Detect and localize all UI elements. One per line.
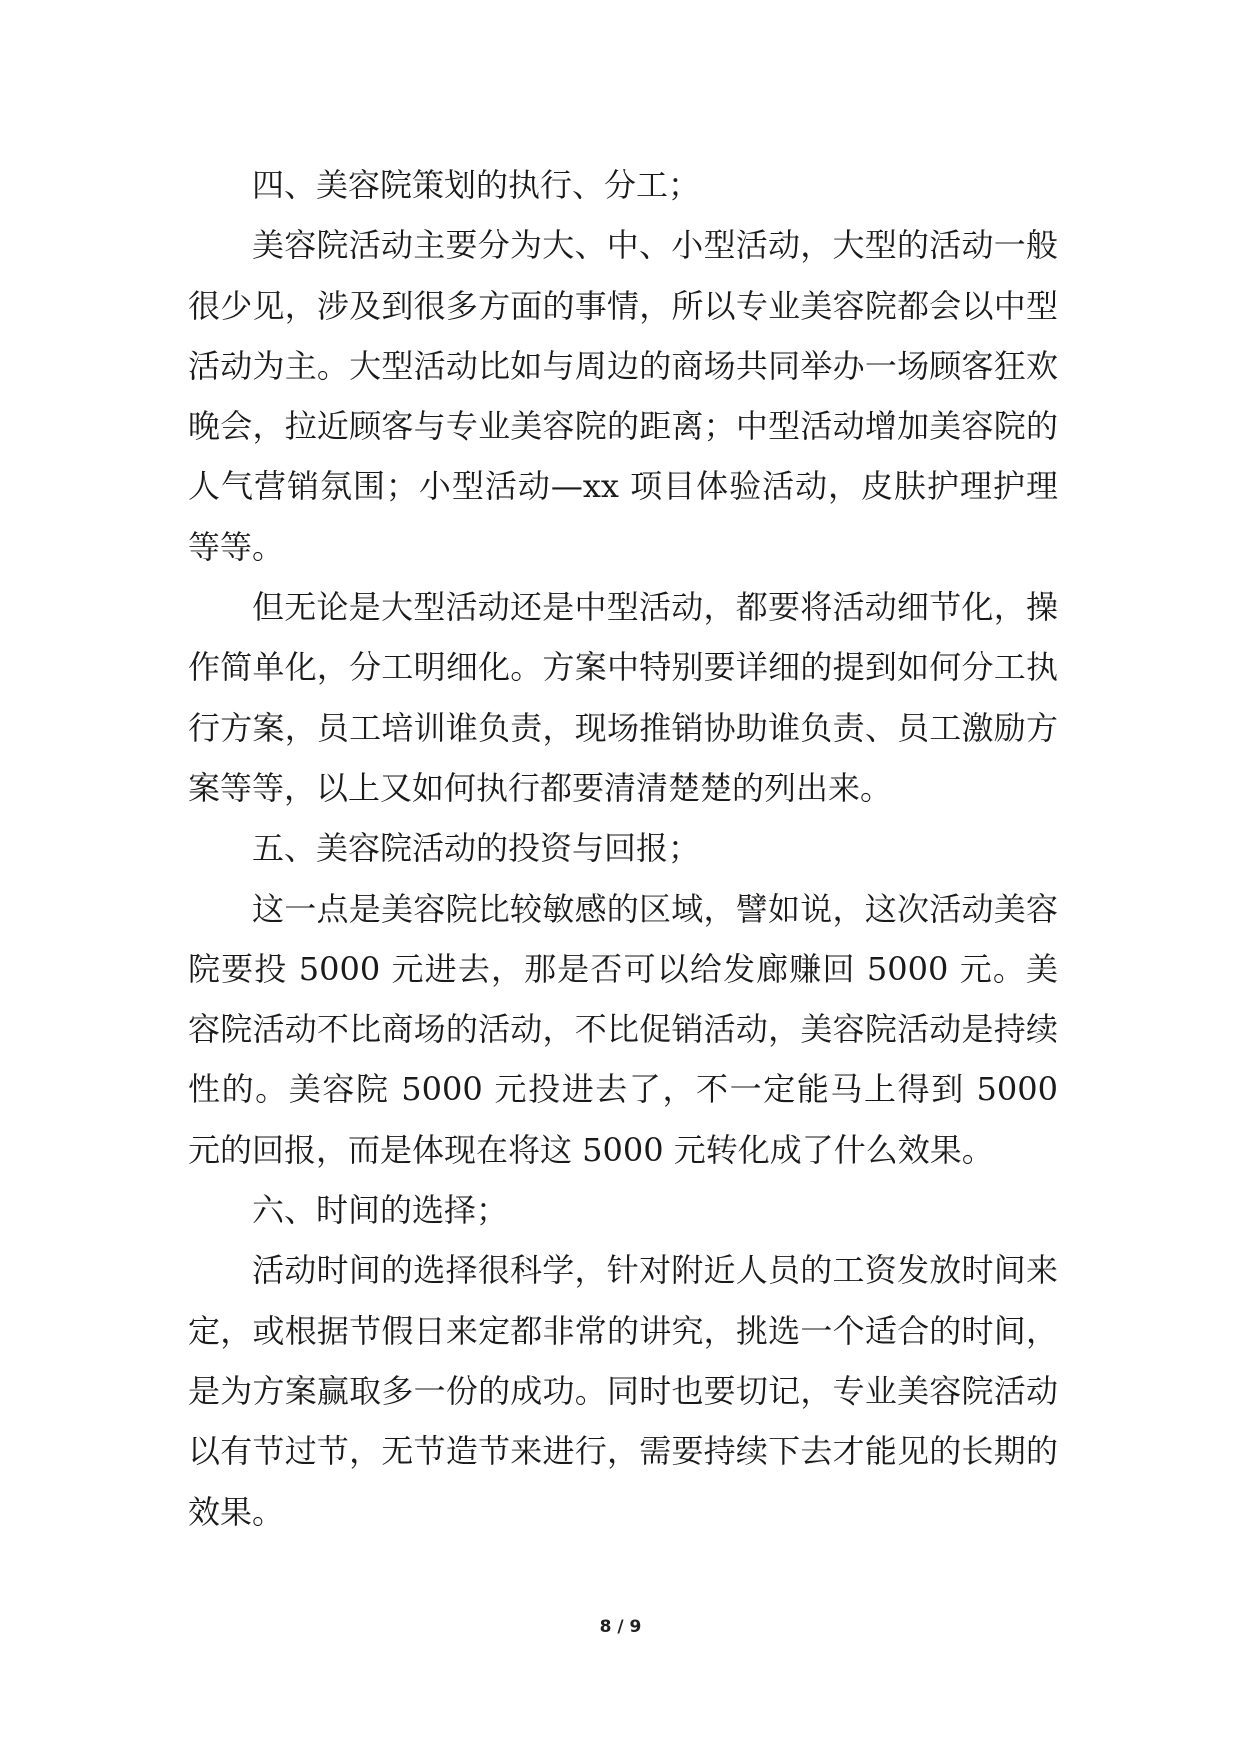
section-heading-investment: 五、美容院活动的投资与回报； <box>252 829 701 868</box>
section-heading-timing: 六、时间的选择； <box>252 1191 509 1230</box>
section-heading-execution: 四、美容院策划的执行、分工； <box>252 166 701 204</box>
document-body <box>188 155 1058 1542</box>
body-paragraph: 活动时间的选择很科学，针对附近人员的工资发放时间来定，或根据节假日来定都非常的讲究，挑选一个适合的时间，是为方案赢取多一份的成功。同时也要切记，专业美容院活动以有节过节，无节造节来进行，需要持续下去才能见的长期的效果。 <box>188 1251 1058 1531</box>
body-paragraph: 这一点是美容院比较敏感的区域，譬如说，这次活动美容院要投 5000 元进去，那是否可以给发廊赚回 5000 元。美容院活动不比商场的活动，不比促销活动，美容院活动是持续性的。美容院 5000 元投进去了，不一定能马上得到 5000 元的回报，而是体现在将这 5000 元转化成了什么效果。 <box>188 889 1058 1169</box>
page-number: 8 / 9 <box>599 1617 642 1637</box>
body-paragraph: 美容院活动主要分为大、中、小型活动，大型的活动一般很少见，涉及到很多方面的事情，所以专业美容院都会以中型活动为主。大型活动比如与周边的商场共同举办一场顾客狂欢晚会，拉近顾客与专业美容院的距离；中型活动增加美容院的人气营销氛围；小型活动—xx 项目体验活动，皮肤护理护理等等。 <box>188 226 1058 566</box>
body-paragraph: 但无论是大型活动还是中型活动，都要将活动细节化，操作简单化，分工明细化。方案中特别要详细的提到如何分工执行方案，员工培训谁负责，现场推销协助谁负责、员工激励方案等等，以上又如何执行都要清清楚楚的列出来。 <box>188 588 1058 807</box>
